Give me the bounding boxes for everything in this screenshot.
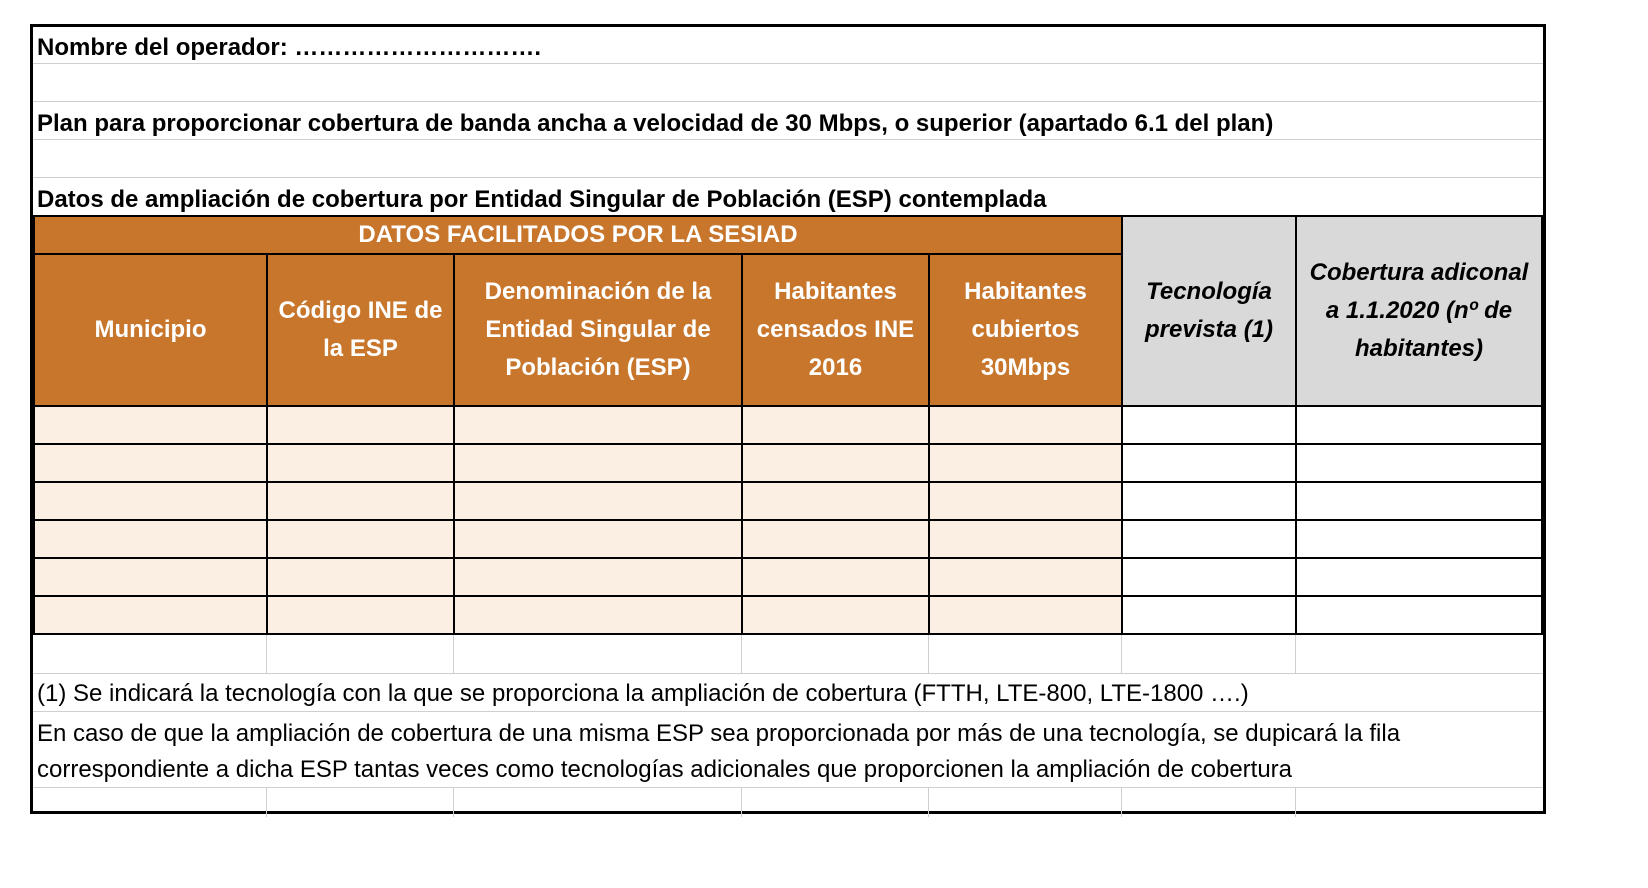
table-cell[interactable] bbox=[266, 443, 455, 483]
row-gridline bbox=[33, 673, 1543, 674]
table-cell[interactable] bbox=[33, 481, 268, 521]
col-header-municipio: Municipio bbox=[33, 253, 268, 407]
table-cell[interactable] bbox=[33, 557, 268, 597]
col-gridline bbox=[453, 635, 454, 673]
table-cell[interactable] bbox=[453, 481, 743, 521]
table-cell[interactable] bbox=[33, 519, 268, 559]
table-cell[interactable] bbox=[453, 443, 743, 483]
table-cell[interactable] bbox=[928, 405, 1123, 445]
col-header-tecnologia: Tecnología prevista (1) bbox=[1121, 215, 1297, 407]
table-cell[interactable] bbox=[928, 443, 1123, 483]
table-cell[interactable] bbox=[928, 519, 1123, 559]
table-cell[interactable] bbox=[928, 595, 1123, 635]
col-gridline bbox=[741, 787, 742, 817]
table-cell[interactable] bbox=[741, 557, 930, 597]
col-header-cobertura: Cobertura adiconal a 1.1.2020 (nº de habitantes) bbox=[1295, 215, 1543, 407]
footnote-duplicate-line1: En caso de que la ampliación de cobertura de una misma ESP sea proporcionada por más de una tecnología, se dupicará la fila bbox=[37, 720, 1401, 747]
col-gridline bbox=[741, 635, 742, 673]
row-gridline bbox=[33, 101, 1543, 102]
table-cell[interactable] bbox=[1295, 519, 1543, 559]
data-subtitle: Datos de ampliación de cobertura por Entidad Singular de Población (ESP) contemplada bbox=[37, 186, 1047, 213]
table-cell[interactable] bbox=[1295, 443, 1543, 483]
col-gridline bbox=[1295, 787, 1296, 817]
table-cell[interactable] bbox=[741, 443, 930, 483]
col-gridline bbox=[1121, 787, 1122, 817]
col-header-habitantes-cubiertos: Habitantes cubiertos 30Mbps bbox=[928, 253, 1123, 407]
table-cell[interactable] bbox=[928, 481, 1123, 521]
table-cell[interactable] bbox=[453, 519, 743, 559]
table-cell[interactable] bbox=[928, 557, 1123, 597]
table-cell[interactable] bbox=[453, 405, 743, 445]
col-gridline bbox=[1121, 635, 1122, 673]
table-cell[interactable] bbox=[266, 557, 455, 597]
table-cell[interactable] bbox=[1121, 443, 1297, 483]
table-cell[interactable] bbox=[1295, 595, 1543, 635]
table-cell[interactable] bbox=[453, 595, 743, 635]
table-cell[interactable] bbox=[741, 519, 930, 559]
col-gridline bbox=[928, 635, 929, 673]
table-cell[interactable] bbox=[1295, 557, 1543, 597]
group-header-sesiad: DATOS FACILITADOS POR LA SESIAD bbox=[33, 215, 1123, 255]
table-cell[interactable] bbox=[741, 595, 930, 635]
row-gridline bbox=[33, 177, 1543, 178]
table-cell[interactable] bbox=[1295, 481, 1543, 521]
row-gridline bbox=[33, 711, 1543, 712]
col-gridline bbox=[266, 787, 267, 817]
col-header-denominacion: Denominación de la Entidad Singular de Población (ESP) bbox=[453, 253, 743, 407]
plan-title: Plan para proporcionar cobertura de banda ancha a velocidad de 30 Mbps, o superior (apartado 6.1 del plan) bbox=[37, 110, 1274, 137]
table-cell[interactable] bbox=[1121, 405, 1297, 445]
table-cell[interactable] bbox=[266, 481, 455, 521]
table-cell[interactable] bbox=[33, 443, 268, 483]
table-cell[interactable] bbox=[741, 405, 930, 445]
table-cell[interactable] bbox=[33, 595, 268, 635]
table-cell[interactable] bbox=[1295, 405, 1543, 445]
col-gridline bbox=[1295, 635, 1296, 673]
col-header-habitantes-censados: Habitantes censados INE 2016 bbox=[741, 253, 930, 407]
table-cell[interactable] bbox=[453, 557, 743, 597]
table-cell[interactable] bbox=[1121, 557, 1297, 597]
table-cell[interactable] bbox=[33, 405, 268, 445]
table-cell[interactable] bbox=[1121, 481, 1297, 521]
table-cell[interactable] bbox=[741, 481, 930, 521]
row-gridline bbox=[33, 787, 1543, 788]
col-header-codigo-ine: Código INE de la ESP bbox=[266, 253, 455, 407]
col-gridline bbox=[266, 635, 267, 673]
table-cell[interactable] bbox=[1121, 519, 1297, 559]
col-gridline bbox=[453, 787, 454, 817]
table-cell[interactable] bbox=[266, 595, 455, 635]
footnote-technology: (1) Se indicará la tecnología con la que se proporciona la ampliación de cobertura (FTTH, LTE-800, LTE-1800 ….) bbox=[37, 680, 1249, 707]
operator-name-line: Nombre del operador: …………………………. bbox=[37, 34, 542, 61]
table-cell[interactable] bbox=[1121, 595, 1297, 635]
table-cell[interactable] bbox=[266, 405, 455, 445]
footnote-duplicate-line2: correspondiente a dicha ESP tantas veces como tecnologías adicionales que proporcionen la ampliación de cobertura bbox=[37, 756, 1293, 783]
col-gridline bbox=[928, 787, 929, 817]
table-cell[interactable] bbox=[266, 519, 455, 559]
spreadsheet-form bbox=[30, 24, 1546, 814]
